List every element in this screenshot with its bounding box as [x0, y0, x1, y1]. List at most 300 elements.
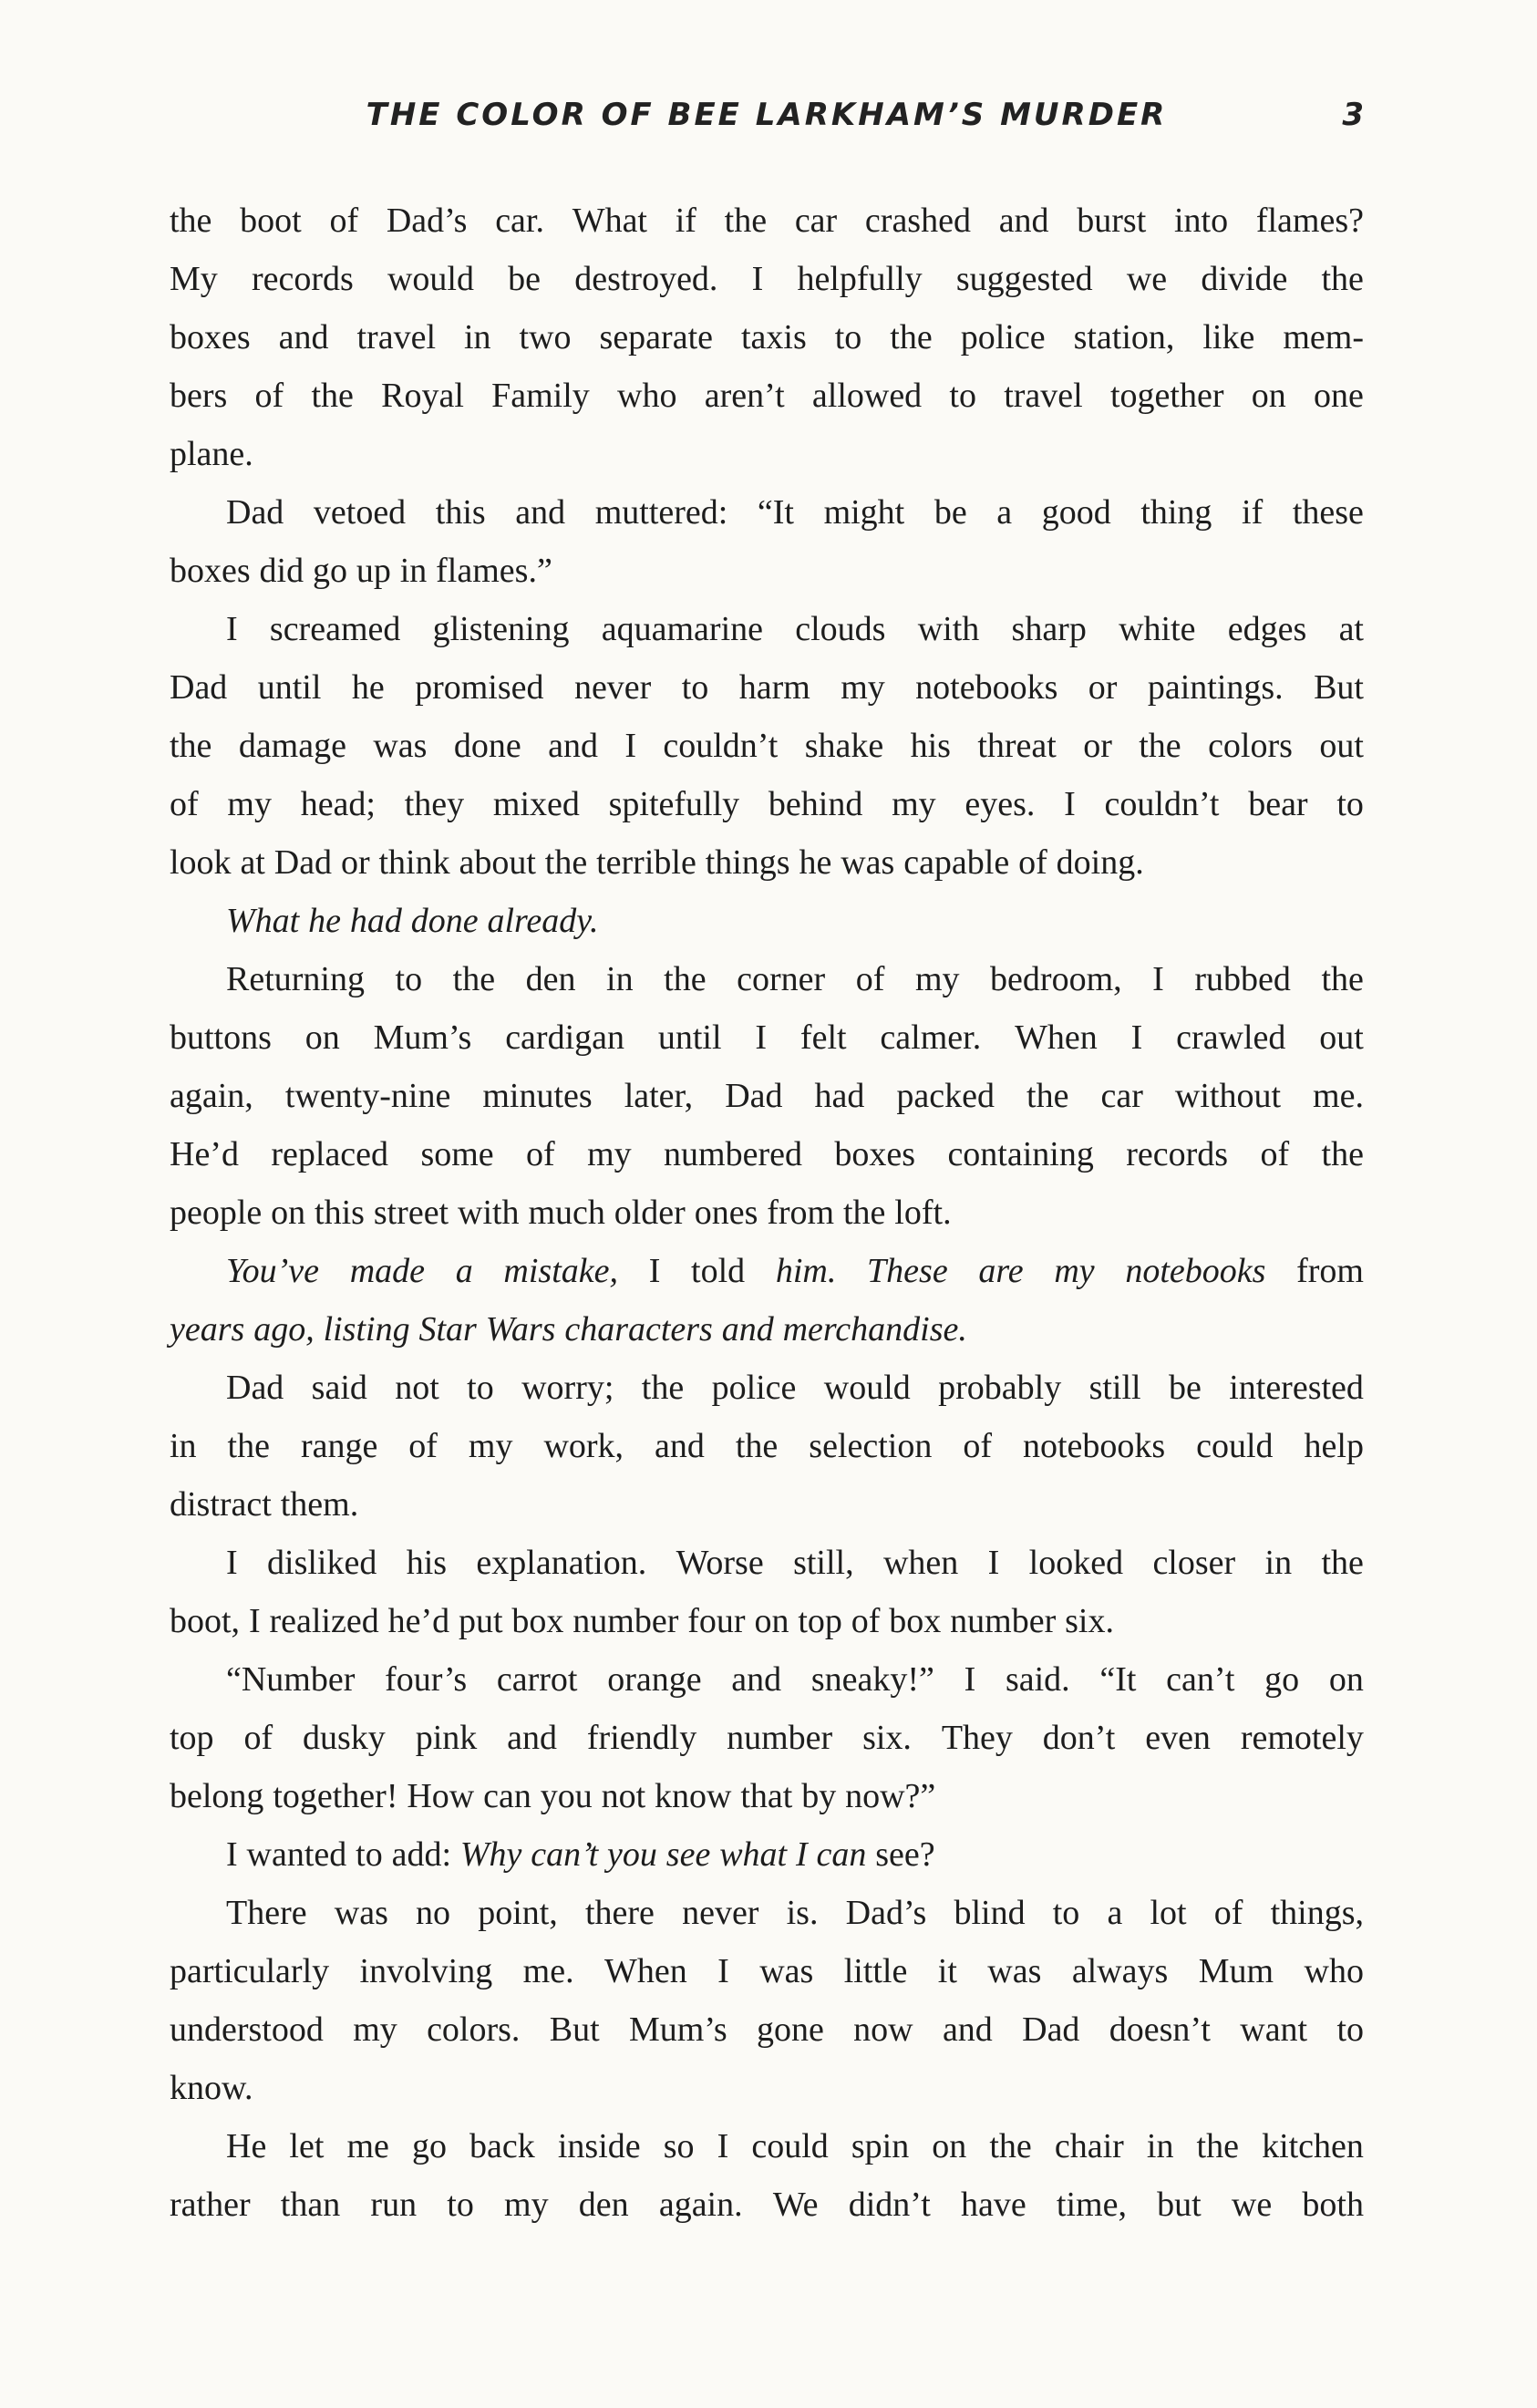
- word: packed: [896, 1077, 995, 1115]
- text-line: [170, 1300, 1364, 1359]
- word: and: [515, 493, 566, 532]
- word: You’ve: [226, 1252, 320, 1290]
- word: you: [607, 1835, 657, 1874]
- word: lot: [1150, 1894, 1187, 1932]
- word: He: [226, 2127, 267, 2165]
- word: be: [934, 493, 967, 532]
- word: my: [841, 668, 885, 707]
- word: of: [1213, 1894, 1243, 1932]
- word: divide: [1201, 260, 1288, 298]
- word: bear: [1248, 785, 1308, 823]
- word: some: [420, 1135, 494, 1173]
- word: to: [1336, 2010, 1364, 2049]
- word: at: [240, 843, 265, 882]
- word: point,: [478, 1894, 558, 1932]
- paragraph: [170, 1884, 1364, 2117]
- word: this: [315, 1194, 365, 1232]
- word: the: [664, 960, 707, 998]
- text-line: [170, 1592, 1364, 1650]
- word: terrible: [596, 843, 696, 882]
- word: and: [721, 1310, 774, 1349]
- word: chair: [1054, 2127, 1124, 2165]
- word: Dad’s: [386, 202, 468, 240]
- word: this: [435, 493, 486, 532]
- word: want: [1240, 2010, 1308, 2049]
- word: good: [1041, 493, 1111, 532]
- word: taxis: [740, 318, 807, 357]
- word: up: [356, 552, 391, 590]
- word: in: [1146, 2127, 1174, 2165]
- word: things: [705, 843, 790, 882]
- word: I: [751, 260, 764, 298]
- word: the: [989, 2127, 1032, 2165]
- word: They: [941, 1719, 1013, 1757]
- word: who: [617, 377, 677, 415]
- word: harm: [738, 668, 810, 707]
- word: number: [727, 1719, 833, 1757]
- word: colors: [1208, 727, 1293, 765]
- word: that: [740, 1777, 793, 1815]
- word: We: [772, 2186, 819, 2224]
- word: go: [411, 2127, 447, 2165]
- word: the: [735, 1427, 779, 1465]
- word: flames?: [1255, 202, 1364, 240]
- word: numbered: [664, 1135, 802, 1173]
- word: distract: [170, 1485, 272, 1524]
- word: couldn’t: [663, 727, 779, 765]
- word: of: [851, 1602, 881, 1640]
- word: of: [243, 1719, 273, 1757]
- word: to: [467, 1369, 494, 1407]
- paragraph: [170, 1242, 1364, 1359]
- word: he: [799, 843, 832, 882]
- text-line: [170, 2059, 1364, 2117]
- word: are: [978, 1252, 1024, 1290]
- paragraph: [170, 892, 1364, 950]
- word: we: [1231, 2186, 1273, 2224]
- paragraph: [170, 483, 1364, 600]
- word: notebooks: [1022, 1427, 1166, 1465]
- word: particularly: [170, 1952, 330, 1990]
- word: to: [1336, 785, 1364, 823]
- word: now: [853, 2010, 913, 2049]
- word: on: [304, 1018, 340, 1057]
- word: thing: [1140, 493, 1212, 532]
- word: the: [842, 1194, 886, 1232]
- word: him.: [775, 1252, 837, 1290]
- word: number: [573, 1602, 679, 1640]
- word: like: [1202, 318, 1255, 357]
- word: friendly: [586, 1719, 697, 1757]
- word: two: [519, 318, 572, 357]
- word: his: [910, 727, 951, 765]
- word: the: [1321, 260, 1364, 298]
- word: boot: [240, 202, 302, 240]
- word: doesn’t: [1109, 2010, 1211, 2049]
- word: one: [1313, 377, 1364, 415]
- word: looked: [1028, 1544, 1124, 1582]
- word: them.: [280, 1485, 359, 1524]
- paragraph: [170, 1359, 1364, 1534]
- word: pink: [415, 1719, 478, 1757]
- word: still,: [793, 1544, 854, 1582]
- word: could: [1196, 1427, 1274, 1465]
- word: to: [1052, 1894, 1080, 1932]
- word: paintings.: [1147, 668, 1284, 707]
- word: four’s: [385, 1660, 468, 1699]
- word: destroyed.: [574, 260, 718, 298]
- word: remotely: [1240, 1719, 1364, 1757]
- word: police: [960, 318, 1046, 357]
- word: wanted: [246, 1835, 347, 1874]
- text-line: [170, 658, 1364, 717]
- word: even: [1145, 1719, 1211, 1757]
- word: can: [816, 1835, 867, 1874]
- text-line: [170, 1825, 1364, 1884]
- word: older: [614, 1194, 686, 1232]
- word: to: [395, 960, 423, 998]
- word: listing: [323, 1310, 410, 1349]
- word: did: [259, 552, 304, 590]
- word: Worse: [676, 1544, 764, 1582]
- word: spin: [851, 2127, 910, 2165]
- word: he’d: [387, 1602, 450, 1640]
- word: about: [459, 843, 536, 882]
- word: or: [1088, 668, 1118, 707]
- word: there: [584, 1894, 655, 1932]
- word: travel: [1004, 377, 1083, 415]
- word: Dad: [226, 1369, 284, 1407]
- word: look: [170, 843, 232, 882]
- word: Dad: [170, 668, 228, 707]
- word: ago,: [253, 1310, 315, 1349]
- word: and: [278, 318, 329, 357]
- word: in: [399, 552, 428, 590]
- word: in: [170, 1427, 197, 1465]
- word: I: [648, 1252, 661, 1290]
- word: the: [311, 377, 354, 415]
- word: the: [1026, 1077, 1069, 1115]
- word: in: [464, 318, 491, 357]
- word: travel: [356, 318, 437, 357]
- word: What: [572, 202, 647, 240]
- text-line: [170, 1534, 1364, 1592]
- word: my: [914, 960, 960, 998]
- paragraph: [170, 191, 1364, 483]
- word: people: [170, 1194, 263, 1232]
- word: six.: [862, 1719, 912, 1757]
- word: Dad: [226, 493, 284, 532]
- word: made: [349, 1252, 426, 1290]
- word: to: [681, 668, 709, 707]
- word: done: [453, 727, 521, 765]
- word: notebooks: [915, 668, 1058, 707]
- word: was: [334, 1894, 388, 1932]
- word: of: [408, 1427, 438, 1465]
- word: he: [308, 902, 341, 940]
- word: I: [226, 1544, 238, 1582]
- word: no: [416, 1894, 451, 1932]
- word: of: [855, 960, 885, 998]
- word: These: [867, 1252, 948, 1290]
- word: How: [407, 1777, 475, 1815]
- word: four: [687, 1602, 746, 1640]
- word: said: [311, 1369, 367, 1407]
- word: den: [578, 2186, 629, 2224]
- word: couldn’t: [1104, 785, 1220, 823]
- word: blind: [954, 1894, 1026, 1932]
- paragraph: [170, 1650, 1364, 1825]
- word: was: [759, 1952, 814, 1990]
- word: would: [823, 1369, 911, 1407]
- word: my: [353, 2010, 397, 2049]
- word: There: [226, 1894, 307, 1932]
- word: What: [226, 902, 300, 940]
- word: head;: [300, 785, 376, 823]
- word: back: [469, 2127, 535, 2165]
- word: boxes: [170, 552, 251, 590]
- word: capable: [903, 843, 1010, 882]
- word: might: [823, 493, 905, 532]
- word: on: [932, 2127, 967, 2165]
- word: car.: [495, 202, 544, 240]
- word: corner: [737, 960, 826, 998]
- word: glistening: [432, 610, 570, 648]
- word: belong: [170, 1777, 264, 1815]
- word: be: [1168, 1369, 1202, 1407]
- word: the: [170, 202, 212, 240]
- page-header: [170, 97, 1364, 151]
- word: of: [329, 202, 359, 240]
- word: on: [1251, 377, 1286, 415]
- word: things,: [1270, 1894, 1364, 1932]
- word: explanation.: [476, 1544, 647, 1582]
- word: station,: [1073, 318, 1175, 357]
- paragraph: [170, 600, 1364, 892]
- word: run: [370, 2186, 418, 2224]
- word: behind: [768, 785, 863, 823]
- text-line: [170, 600, 1364, 658]
- word: to: [447, 2186, 474, 2224]
- word: much: [528, 1194, 605, 1232]
- word: Dad’s: [845, 1894, 927, 1932]
- word: if: [675, 202, 696, 240]
- word: six.: [1065, 1602, 1114, 1640]
- word: colors.: [427, 2010, 521, 2049]
- text-line: [170, 717, 1364, 775]
- word: was: [841, 843, 895, 882]
- word: and: [998, 202, 1049, 240]
- word: a: [1107, 1894, 1123, 1932]
- word: But: [549, 2010, 600, 2049]
- word: don’t: [1042, 1719, 1116, 1757]
- word: aquamarine: [601, 610, 763, 648]
- text-line: [170, 892, 1364, 950]
- word: didn’t: [848, 2186, 931, 2224]
- text-line: [170, 1942, 1364, 2000]
- word: the: [1321, 1544, 1364, 1582]
- word: the: [1139, 727, 1181, 765]
- word: see: [665, 1835, 711, 1874]
- word: I: [226, 610, 238, 648]
- text-line: [170, 483, 1364, 542]
- word: Mum: [1198, 1952, 1274, 1990]
- word: and: [507, 1719, 558, 1757]
- word: from: [1296, 1252, 1364, 1290]
- text-line: [170, 2000, 1364, 2059]
- text-line: [170, 1767, 1364, 1825]
- word: put: [458, 1602, 503, 1640]
- word: den: [525, 960, 576, 998]
- word: rubbed: [1194, 960, 1291, 998]
- word: go: [1264, 1660, 1300, 1699]
- word: told: [691, 1252, 746, 1290]
- word: My: [170, 260, 218, 298]
- word: Dad: [273, 843, 333, 882]
- word: never: [682, 1894, 759, 1932]
- word: his: [406, 1544, 448, 1582]
- text-line: [170, 308, 1364, 367]
- text-line: [170, 1008, 1364, 1067]
- word: the: [227, 1427, 270, 1465]
- word: and: [548, 727, 598, 765]
- word: you: [540, 1777, 593, 1815]
- word: a: [996, 493, 1013, 532]
- word: already.: [487, 902, 599, 940]
- word: and: [655, 1427, 705, 1465]
- word: out: [1319, 727, 1364, 765]
- word: I: [717, 2127, 729, 2165]
- word: in: [606, 960, 634, 998]
- word: edges: [1227, 610, 1307, 648]
- word: eyes.: [964, 785, 1036, 823]
- word: together: [1109, 377, 1224, 415]
- word: until: [257, 668, 322, 707]
- word: of: [1260, 1135, 1290, 1173]
- word: of: [170, 785, 199, 823]
- word: my: [1054, 1252, 1095, 1290]
- word: into: [1174, 202, 1229, 240]
- word: I: [248, 1602, 261, 1640]
- word: in: [1264, 1544, 1293, 1582]
- text-line: [170, 1359, 1364, 1417]
- text-line: [170, 833, 1364, 892]
- word: promised: [415, 668, 544, 707]
- word: was: [373, 727, 428, 765]
- word: top: [170, 1719, 214, 1757]
- word: rather: [170, 2186, 251, 2224]
- word: selection: [809, 1427, 933, 1465]
- word: my: [227, 785, 272, 823]
- word: “Number: [226, 1660, 356, 1699]
- word: loft.: [894, 1194, 952, 1232]
- word: my: [504, 2186, 549, 2224]
- word: helpfully: [797, 260, 923, 298]
- word: buttons: [170, 1018, 272, 1057]
- word: car: [794, 202, 838, 240]
- word: the: [641, 1369, 685, 1407]
- text-line: [170, 1884, 1364, 1942]
- word: car: [1100, 1077, 1143, 1115]
- word: crashed: [864, 202, 971, 240]
- paragraph: [170, 2117, 1364, 2234]
- word: of: [526, 1135, 555, 1173]
- word: from: [767, 1194, 835, 1232]
- word: to: [834, 318, 862, 357]
- word: not: [601, 1777, 646, 1815]
- word: go: [312, 552, 347, 590]
- word: bers: [170, 377, 228, 415]
- word: years: [170, 1310, 245, 1349]
- paragraph: [170, 1534, 1364, 1650]
- word: felt: [799, 1018, 847, 1057]
- word: the: [890, 318, 933, 357]
- word: vetoed: [313, 493, 407, 532]
- paragraph: [170, 950, 1364, 1242]
- word: what: [719, 1835, 788, 1874]
- word: mixed: [492, 785, 580, 823]
- word: my: [587, 1135, 632, 1173]
- text-line: [170, 950, 1364, 1008]
- word: or: [340, 843, 370, 882]
- word: containing: [947, 1135, 1094, 1173]
- word: Why: [459, 1835, 522, 1874]
- text-line: [170, 1475, 1364, 1534]
- text-line: [170, 2175, 1364, 2234]
- word: my: [892, 785, 936, 823]
- word: characters: [564, 1310, 713, 1349]
- word: can’t: [1166, 1660, 1235, 1699]
- word: add:: [391, 1835, 452, 1874]
- word: damage: [238, 727, 346, 765]
- word: bedroom,: [990, 960, 1122, 998]
- word: not: [395, 1369, 439, 1407]
- word: always: [1071, 1952, 1169, 1990]
- word: I: [1064, 785, 1076, 823]
- word: have: [960, 2186, 1026, 2224]
- word: was: [987, 1952, 1042, 1990]
- word: had: [814, 1077, 865, 1115]
- text-line: [170, 1417, 1364, 1475]
- word: top: [798, 1602, 842, 1640]
- text-line: [170, 250, 1364, 308]
- word: again.: [658, 2186, 743, 2224]
- word: doing.: [1056, 843, 1144, 882]
- word: suggested: [955, 260, 1093, 298]
- word: Wars: [485, 1310, 556, 1349]
- word: muttered:: [594, 493, 728, 532]
- text-line: [170, 775, 1364, 833]
- word: street: [373, 1194, 449, 1232]
- word: understood: [170, 2010, 324, 2049]
- word: of: [963, 1427, 992, 1465]
- word: burst: [1077, 202, 1147, 240]
- word: it: [937, 1952, 957, 1990]
- text-line: [170, 1650, 1364, 1709]
- word: sharp: [1011, 610, 1087, 648]
- word: aren’t: [704, 377, 785, 415]
- word: boxes: [170, 318, 251, 357]
- text-line: [170, 1125, 1364, 1183]
- word: I: [624, 727, 636, 765]
- word: kitchen: [1262, 2127, 1364, 2165]
- word: done: [410, 902, 479, 940]
- word: with: [917, 610, 980, 648]
- word: Star: [418, 1310, 477, 1349]
- word: know.: [170, 2069, 253, 2107]
- word: mem-: [1283, 318, 1364, 357]
- word: and: [731, 1660, 782, 1699]
